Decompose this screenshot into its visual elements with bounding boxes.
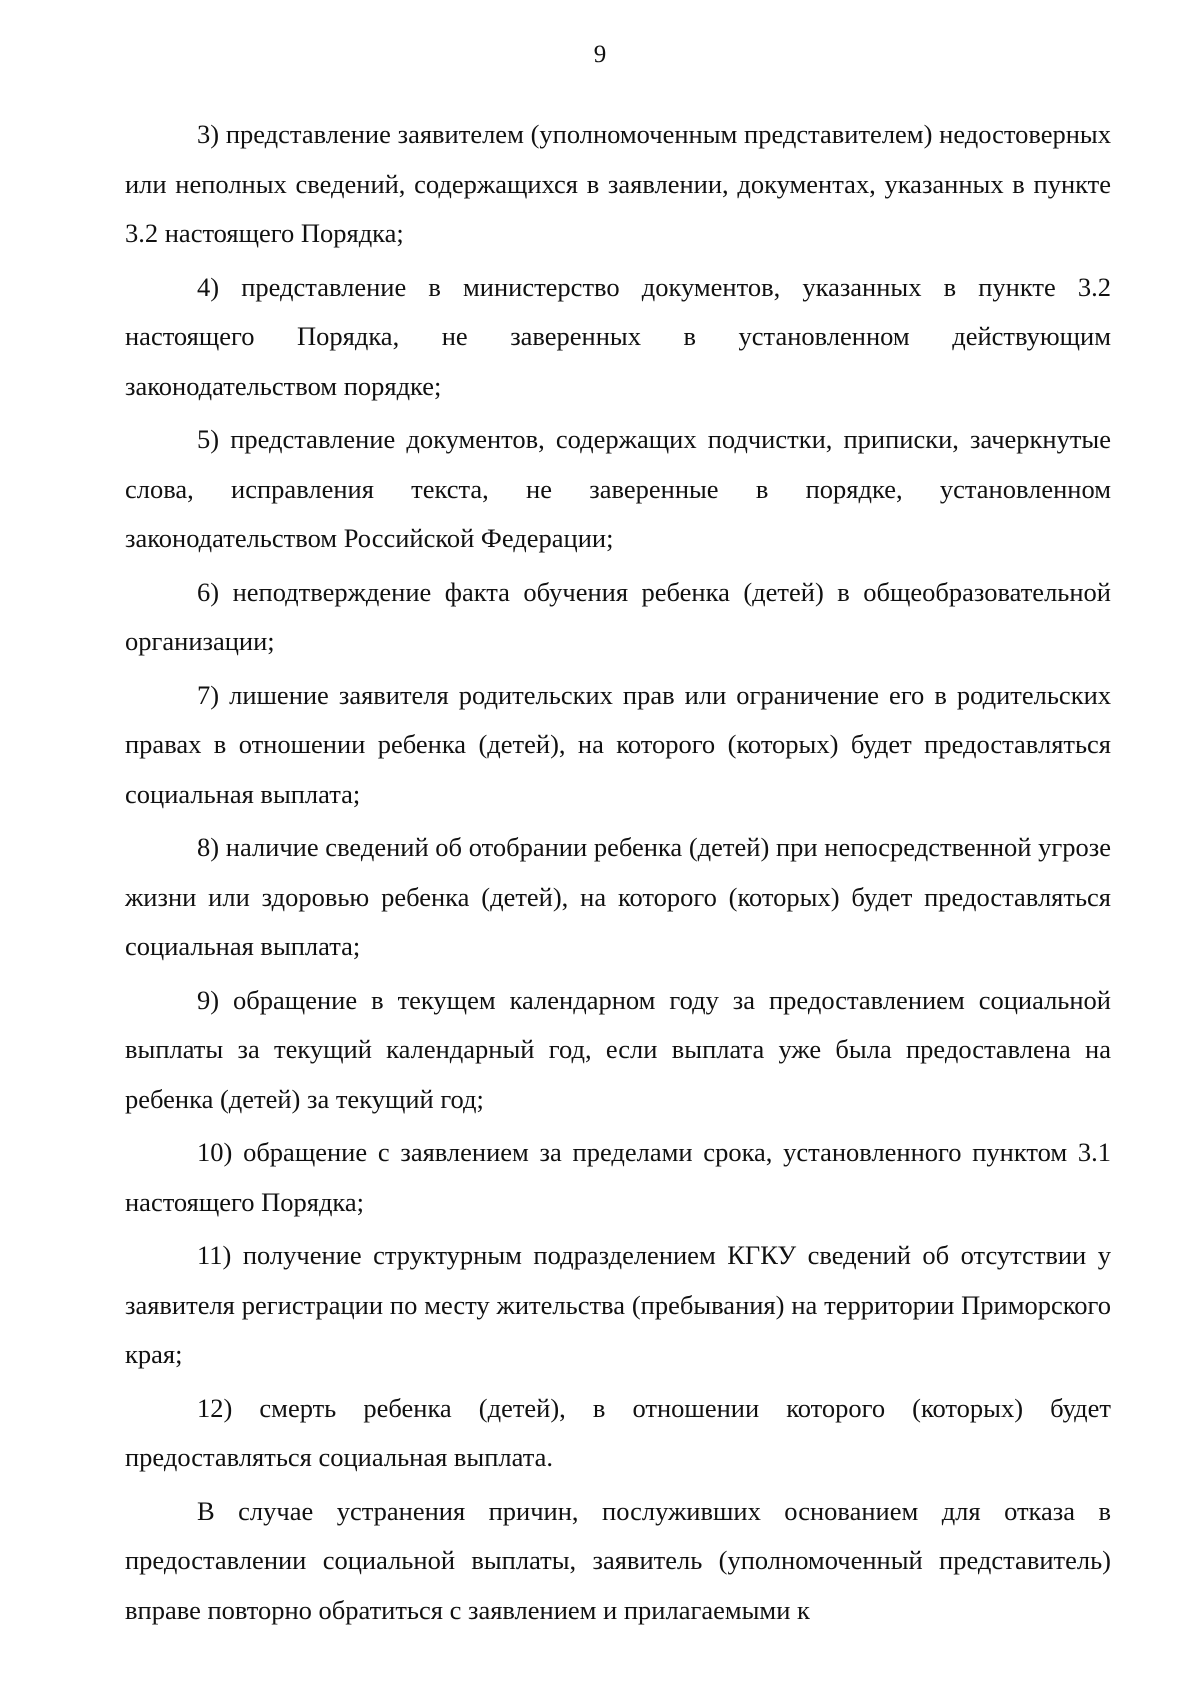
page-number: 9 xyxy=(593,41,607,68)
document-body xyxy=(125,110,1111,1639)
list-item-7: 7) лишение заявителя родительских прав или ограничение его в родительских правах в отношении ребенка (детей), на которого (которых) будет предоставляться социальная выплата; xyxy=(125,679,1111,809)
list-item-4: 4) представление в министерство документов, указанных в пункте 3.2 настоящего Порядка, не заверенных в установленном действующим законодательством порядке; xyxy=(125,271,1111,401)
list-item-12: 12) смерть ребенка (детей), в отношении которого (которых) будет предоставляться социальная выплата. xyxy=(125,1392,1111,1472)
list-item-5: 5) представление документов, содержащих подчистки, приписки, зачеркнутые слова, исправления текста, не заверенные в порядке, установленном законодательством Российской Федерации; xyxy=(125,424,1111,553)
list-item-11: 11) получение структурным подразделением КГКУ сведений об отсутствии у заявителя регистрации по месту жительства (пребывания) на территории Приморского края; xyxy=(125,1240,1111,1369)
list-item-9: 9) обращение в текущем календарном году за предоставлением социальной выплаты за текущий календарный год, если выплата уже была предоставлена на ребенка (детей) за текущий год; xyxy=(125,984,1111,1114)
list-item-10: 10) обращение с заявлением за пределами срока, установленного пунктом 3.1 настоящего Порядка; xyxy=(125,1137,1111,1217)
closing-paragraph: В случае устранения причин, послуживших основанием для отказа в предоставлении социальной выплаты, заявитель (уполномоченный представитель) вправе повторно обратиться с заявлением и прилагаемыми к xyxy=(125,1495,1111,1625)
list-item-6: 6) неподтверждение факта обучения ребенка (детей) в общеобразовательной организации; xyxy=(125,576,1111,656)
list-item-8: 8) наличие сведений об отобрании ребенка (детей) при непосредственной угрозе жизни или здоровью ребенка (детей), на которого (которых) будет предоставляться социальная выплата; xyxy=(125,832,1111,961)
list-item-3: 3) представление заявителем (уполномоченным представителем) недостоверных или неполных сведений, содержащихся в заявлении, документах, указанных в пункте 3.2 настоящего Порядка; xyxy=(125,119,1111,248)
